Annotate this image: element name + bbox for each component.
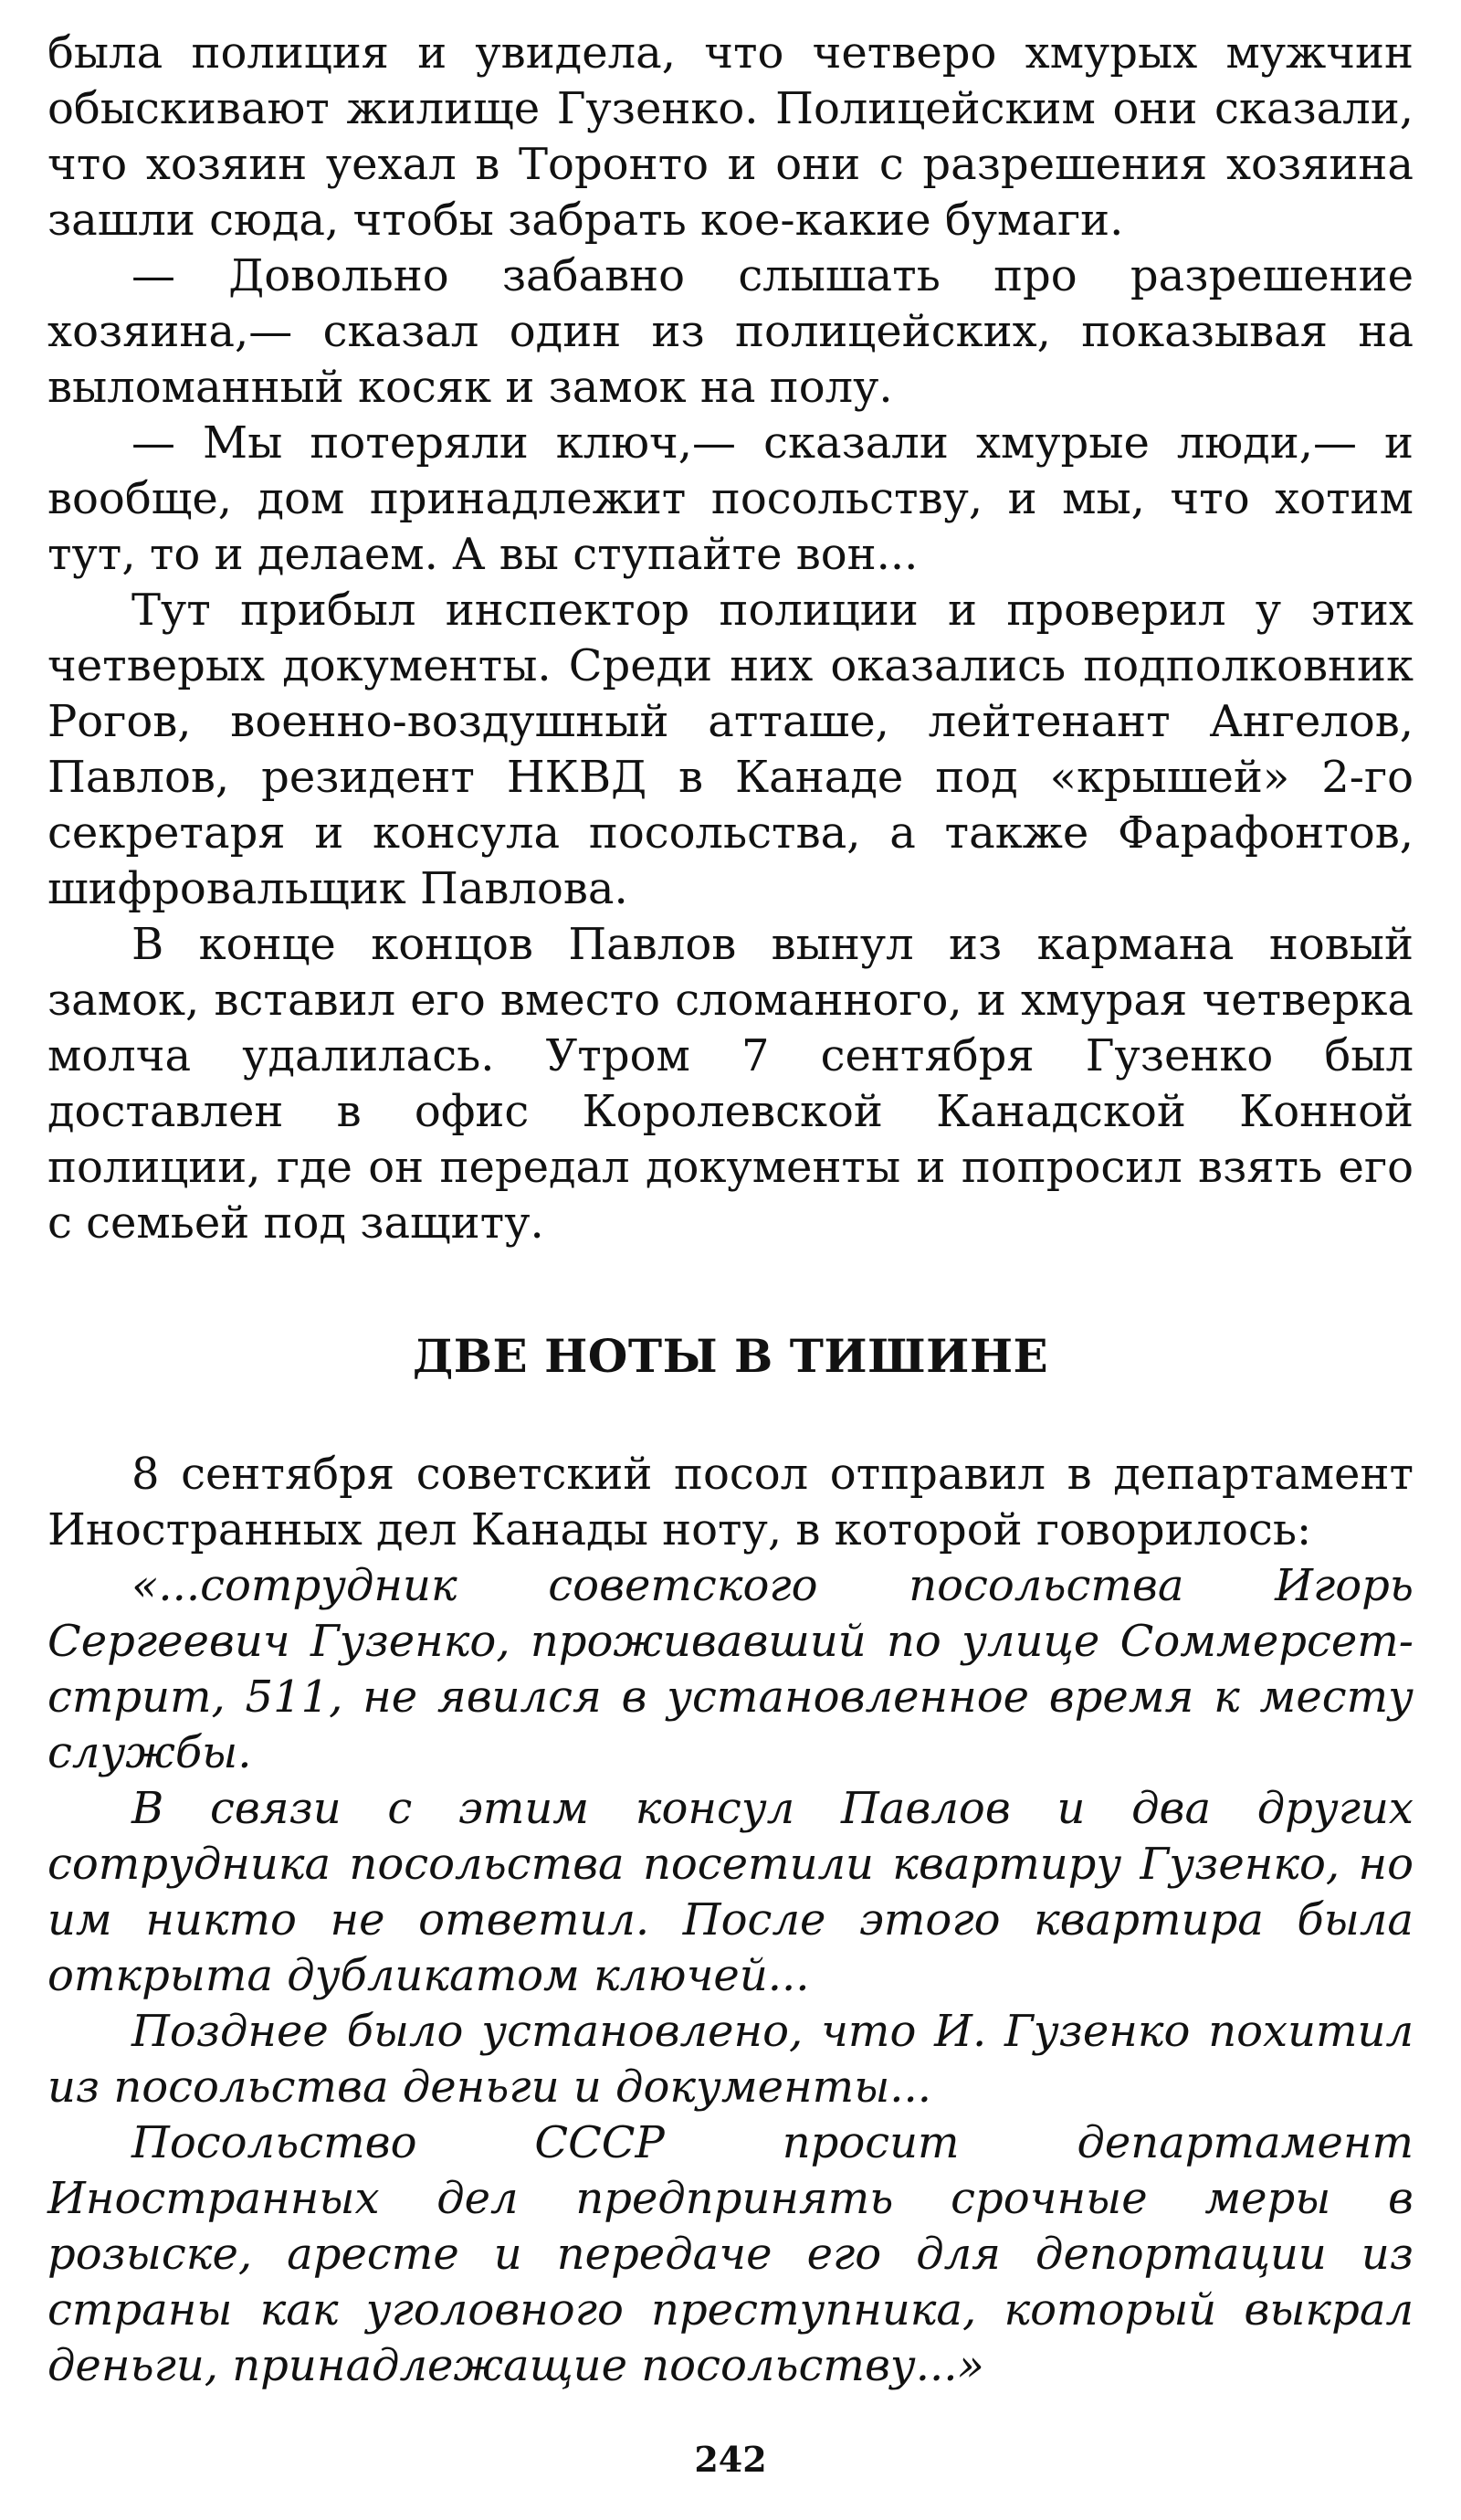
quote-paragraph-4: Посольство СССР просит департамент Иностранных дел предпринять срочные меры в розыске, аресте и передаче его для депортации из страны как уголовного преступника, который выкрал деньги, принадлежащие посольству...»: [47, 2117, 1414, 2391]
paragraph-dialogue-2: — Мы потеряли ключ,— сказали хмурые люди,— и вообще, дом принадлежит посольству, и мы, что хотим тут, то и делаем. А вы ступайте вон...: [47, 417, 1414, 580]
body-text-top: [47, 26, 1414, 1251]
body-text-section: [47, 1447, 1414, 2394]
paragraph-dialogue-1: — Довольно забавно слышать про разрешение хозяина,— сказал один из полицейских, показывая на выломанный косяк и замок на полу.: [47, 250, 1414, 413]
quote-paragraph-2: В связи с этим консул Павлов и два других сотрудника посольства посетили квартиру Гузенко, но им никто не ответил. После этого квартира была открыта дубликатом ключей...: [47, 1783, 1414, 2001]
paragraph-continued: была полиция и увидела, что четверо хмурых мужчин обыскивают жилище Гузенко. Полицейским они сказали, что хозяин уехал в Торонто и они с разрешения хозяина зашли сюда, чтобы забрать кое-какие бумаги.: [47, 27, 1414, 246]
paragraph-inspector: Тут прибыл инспектор полиции и проверил у этих четверых документы. Среди них оказались подполковник Рогов, военно-воздушный атташе, лейтенант Ангелов, Павлов, резидент НКВД в Канаде под «крышей» 2-го секретаря и консула посольства, а также Фарафонтов, шифровальщик Павлова.: [47, 585, 1414, 914]
page-number: 242: [694, 2439, 767, 2480]
quote-paragraph-3: Позднее было установлено, что И. Гузенко похитил из посольства деньги и документы...: [47, 2006, 1414, 2113]
paragraph-note-intro: 8 сентября советский посол отправил в департамент Иностранных дел Канады ноту, в которой говорилось:: [47, 1449, 1414, 1555]
quote-paragraph-1: «...сотрудник советского посольства Игорь Сергеевич Гузенко, проживавший по улице Соммерсет-стрит, 511, не явился в установленное время к месту службы.: [47, 1560, 1414, 1778]
paragraph-departure: В конце концов Павлов вынул из кармана новый замок, вставил его вместо сломанного, и хмурая четверка молча удалилась. Утром 7 сентября Гузенко был доставлен в офис Королевской Канадской Конной полиции, где он передал документы и попросил взять его с семьей под защиту.: [47, 919, 1414, 1249]
section-heading: ДВЕ НОТЫ В ТИШИНЕ: [412, 1329, 1049, 1383]
